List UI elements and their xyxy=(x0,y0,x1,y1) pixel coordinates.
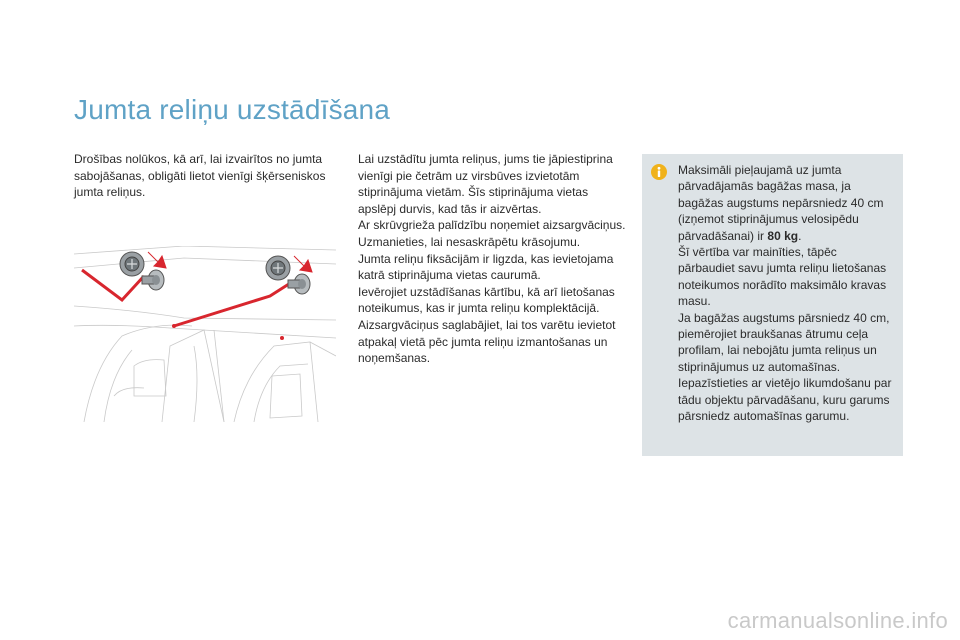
roof-rail-pin-icon xyxy=(120,252,166,290)
mount-point-markers xyxy=(172,324,284,340)
instruction-paragraph: Ar skrūvgrieža palīdzību noņemiet aizsargvāciņus. Uzmanieties, lai nesaskrāpētu krāsojumu. xyxy=(358,218,626,249)
car-outline-sketch xyxy=(74,246,336,422)
info-text xyxy=(678,162,896,425)
car-roof-illustration xyxy=(74,246,336,422)
info-paragraph xyxy=(678,162,896,244)
intro-text: Drošības nolūkos, kā arī, lai izvairītos no jumta sabojāšanas, obligāti lietot vienīgi šķērseniskos jumta reliņus. xyxy=(74,152,326,200)
instruction-paragraph: Jumta reliņu fiksācijām ir ligzda, kas ievietojama katrā stiprinājuma vietas caurumā. xyxy=(358,251,614,283)
instruction-paragraph: Ievērojiet uzstādīšanas kārtību, kā arī lietošanas noteikumus, kas ir jumta reliņu komplektācijā. xyxy=(358,284,615,316)
max-load-value: 80 kg xyxy=(767,228,799,243)
info-icon xyxy=(651,164,667,180)
instruction-paragraph: Lai uzstādītu jumta reliņus, jums tie jāpiestiprina vienīgi pie četrām uz virsbūves izvietotām stiprinājuma vietām. Šīs stiprinājuma vietas apslēpj durvis, kad tās ir aizvērtas. xyxy=(358,152,613,216)
info-paragraph: Iepazīstieties ar vietējo likumdošanu par tādu objektu pārvadāšanu, kuru garums pārsniedz automašīnas garumu. xyxy=(678,376,892,424)
info-box xyxy=(642,154,903,456)
page-title: Jumta reliņu uzstādīšana xyxy=(74,94,391,125)
instructions-column xyxy=(358,151,626,367)
pointer-lines xyxy=(82,270,292,326)
instruction-paragraph: Aizsargvāciņus saglabājiet, lai tos varētu ievietot atpakaļ vietā pēc jumta reliņu izmantošanas un noņemšanas. xyxy=(358,317,616,366)
intro-column xyxy=(74,151,336,201)
watermark: carmanualsonline.info xyxy=(727,608,948,633)
info-paragraph: Šī vērtība var mainīties, tāpēc pārbaudiet savu jumta reliņu lietošanas noteikumos norādīto maksimālo kravas masu. xyxy=(678,245,887,309)
info-text-part: . xyxy=(798,228,802,243)
roof-rail-pin-icon xyxy=(266,256,312,294)
info-text-part: Maksimāli pieļaujamā uz jumta pārvadājamās bagāžas masa, ja bagāžas augstums nepārsniedz 40 cm (izņemot stiprinājumus velosipēdu pārvadāšanai) ir xyxy=(678,163,884,243)
info-paragraph: Ja bagāžas augstums pārsniedz 40 cm, piemērojiet braukšanas ātrumu ceļa profilam, lai nebojātu jumta reliņus un stiprinājumus uz automašīnas. xyxy=(678,310,890,374)
